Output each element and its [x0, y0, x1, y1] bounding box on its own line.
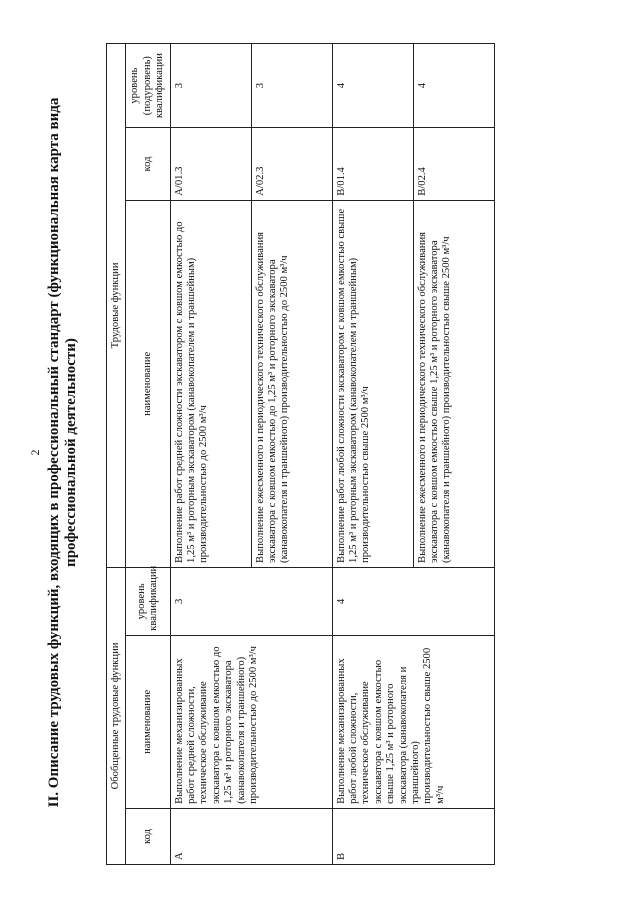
function-name-cell: Выполнение работ любой сложности экскаватором с ковшом емкостью свыше 1,25 м³ и роторным экскаватором (канавокопателем и траншейным) производительностью свыше 2500 м³/ч [332, 200, 413, 567]
table-header-group-row [107, 44, 126, 865]
header-labor-functions: Трудовые функции [107, 44, 126, 568]
page-number: 2 [28, 449, 42, 456]
function-level-cell: 3 [251, 44, 332, 128]
header-level: уровень квалификации [126, 567, 170, 635]
function-code-cell: В/02.4 [413, 128, 494, 201]
table-row [332, 44, 413, 865]
section-heading [46, 40, 80, 865]
function-name-cell: Выполнение работ средней сложности экскаватором с ковшом емкостью до 1,25 м³ и роторным экскаватором (канавокопателем и траншейным) производительностью до 2500 м³/ч [170, 200, 251, 567]
section-heading-line-2: профессиональной деятельности) [63, 338, 79, 567]
table-header-row [126, 44, 170, 865]
table-row [170, 44, 251, 865]
gen-level-cell: 4 [332, 567, 494, 635]
header-generalized-functions: Обобщенные трудовые функции [107, 567, 126, 864]
section-heading-line-1: II. Описание трудовых функций, входящих в профессиональный стандарт (функциональная карта вида [46, 97, 62, 808]
function-code-cell: А/02.3 [251, 128, 332, 201]
function-name-cell: Выполнение ежесменного и периодического технического обслуживания экскаватора с ковшом емкостью до 1,25 м³ и роторного экскаватора (канавокопателя и траншейного) производительностью до 2500 м³/ч [251, 200, 332, 567]
functions-table [106, 43, 495, 865]
gen-code-cell: А [170, 808, 332, 864]
header-function-name: наименование [126, 200, 170, 567]
function-code-cell: В/01.4 [332, 128, 413, 201]
function-level-cell: 3 [170, 44, 251, 128]
header-code: код [126, 808, 170, 864]
gen-code-cell: В [332, 808, 494, 864]
function-code-cell: А/01.3 [170, 128, 251, 201]
header-name: наименование [126, 635, 170, 808]
function-level-cell: 4 [332, 44, 413, 128]
header-function-code: код [126, 128, 170, 201]
header-sublevel: уровень (подуровень) квалификации [126, 44, 170, 128]
function-name-cell: Выполнение ежесменного и периодического технического обслуживания экскаватора с ковшом емкостью свыше 1,25 м³ и роторного экскаватора (канавокопателя и траншейного) производительностью свыше 2500 м³/ч [413, 200, 494, 567]
gen-name-cell: Выполнение механизированных работ средней сложности, техническое обслуживание экскаватора с ковшом емкостью до 1,25 м³ и роторного экскаватора (канавокопателя и траншейного) производительностью до 2500 м³/ч [170, 635, 332, 808]
gen-level-cell: 3 [170, 567, 332, 635]
gen-name-cell: Выполнение механизированных работ любой сложности, техническое обслуживание экскаватора с ковшом емкостью свыше 1,25 м³ и роторного экскаватора (канавокопателя и траншейного) производительностью свыше 2500 м³/ч [332, 635, 494, 808]
function-level-cell: 4 [413, 44, 494, 128]
